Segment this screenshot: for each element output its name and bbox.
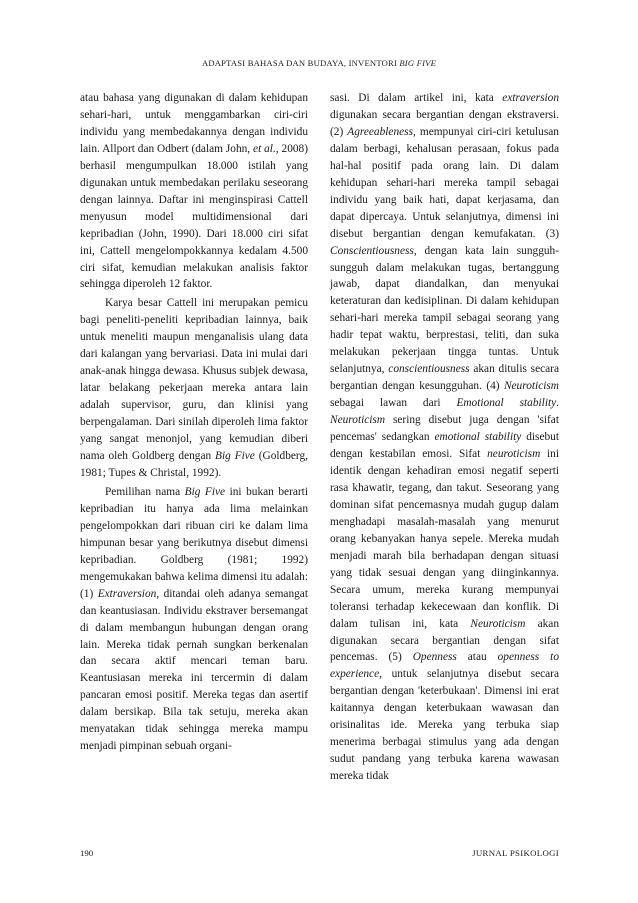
running-header <box>0 58 638 68</box>
journal-name: JURNAL PSIKOLOGI <box>472 848 559 858</box>
italic-run: emotional stability <box>434 431 522 444</box>
paragraph-1 <box>80 90 308 293</box>
text-run: akan ditulis secara bergantian dengan kesungguhan. (4) <box>330 363 559 393</box>
italic-run: Openness <box>412 651 457 664</box>
italic-run: Emotional stability <box>456 397 557 410</box>
italic-run: extraversion <box>502 92 559 104</box>
italic-run: conscientiousness <box>388 363 470 376</box>
text-run: Pemilihan nama <box>105 485 185 498</box>
text-run: untuk selanjutnya disebut secara bergantian dengan 'keterbukaan'. Dimensi ini erat kaitannya dengan keterbukaan wawasan dan orisinalitas ide. Mereka yang terbuka siap menerima berbagai stimulus yang ada dengan sudut pandang yang terbuka karena wawasan mereka tidak <box>330 668 559 783</box>
italic-run: Big Five <box>184 485 226 498</box>
running-header-italic: BIG FIVE <box>399 58 437 68</box>
italic-run: Agreeableness, <box>347 125 416 138</box>
text-run: ini identik dengan kehadiran emosi negatif seperti rasa khawatir, tegang, dan takut. Seseorang yang dominan sifat pencemasnya mudah gugup dalam menghadapi masalah-masalah yang menurut orang kebanyakan hanya sepele. Mereka mudah menjadi marah bila berhadapan dengan situasi yang tidak sesuai dengan yang diinginkannya. Secara umum, mereka kurang mempunyai toleransi terhadap kekecewaan dan konflik. Di dalam tulisan ini, kata <box>330 448 559 630</box>
right-column <box>330 90 559 785</box>
text-run: atau <box>456 651 498 664</box>
text-run: 2008) berhasil mengumpulkan 18.000 istilah yang digunakan untuk membedakan perilaku seseorang dengan lainnya. Daftar ini menginspirasi Cattell menyusun model multidimensional dari kepribadian (John, 1990). Dari 18.000 ciri sifat ini, Cattell mengelompokkannya kedalam 4.500 ciri sifat, kemudian melakukan analisis faktor sehingga diperoleh 12 faktor. <box>80 142 308 291</box>
paragraph-3 <box>80 484 308 755</box>
italic-run: Big Five <box>215 450 255 463</box>
text-run: sasi. Di dalam artikel ini, kata <box>330 92 503 104</box>
italic-run: Neuroticism <box>503 380 559 393</box>
text-run: dengan kata lain sungguh-sungguh dalam melakukan tugas, bertanggung jawab, dapat diandalkan, dan menyukai keteraturan dan kedisiplinan. Di dalam kehidupan sehari-hari mereka tampil sebagai seorang yang hadir tepat waktu, berprestasi, teliti, dan suka melakukan pekerjaan tingga tuntas. Untuk selanjutnya, <box>330 244 559 376</box>
italic-run: neuroticism <box>487 448 541 461</box>
italic-run: Neuroticism <box>330 414 386 427</box>
text-run: ditandai oleh adanya semangat dan keantusiasan. Individu ekstraver bersemangat di dalam membangun hubungan dengan orang lain. Mereka tidak pernah sungkan berkenalan dan secara aktif mencari teman baru. Keantusiasan mereka ini tercermin di dalam pancaran emosi positif. Mereka tegas dan asertif dalam bersikap. Bila tak setuju, mereka akan menyatakan tidak sehingga mereka mampu menjadi pimpinan sebuah organi- <box>80 587 308 753</box>
text-run: atau bahasa yang digunakan di dalam kehidupan sehari-hari, untuk menggambarkan ciri-ciri individu yang membedakannya dengan individu lain. Allport dan Odbert (dalam John, <box>80 92 308 155</box>
text-run: Karya besar Cattell ini merupakan pemicu bagi peneliti-peneliti kepribadian lainnya, baik untuk meneliti maupun menganalisis ulang data dari kalangan yang bervariasi. Data ini mulai dari anak-anak hingga dewasa. Khusus subjek dewasa, latar belakang pekerjaan mereka antara lain adalah supervisor, guru, dan klinisi yang berpengalaman. Dari sinilah diperoleh lima faktor yang sangat menonjol, yang kemudian diberi nama oleh Goldberg dengan <box>80 297 308 463</box>
italic-run: Neuroticism <box>470 617 526 630</box>
text-run: disebut dengan kestabilan emosi. Sifat <box>330 431 559 461</box>
italic-run: openness to experience, <box>330 651 559 681</box>
text-run: akan digunakan secara bergantian dengan sifat pencemas. (5) <box>330 617 560 664</box>
page-number: 190 <box>80 848 94 858</box>
left-column <box>80 90 308 755</box>
text-run: sebagai lawan dari <box>330 397 457 410</box>
text-run: ini bukan berarti kepribadian itu hanya ada lima melainkan pengelompokkan dari ribuan ciri ke dalam lima himpunan besar yang berikutnya disebut dimensi kepribadian. Goldberg (1981; 1992) mengemukakan bahwa kelima dimensi itu adalah: (1) <box>80 485 308 600</box>
text-run: digunakan secara bergantian dengan ekstraversi. (2) <box>330 108 559 138</box>
text-run: (Goldberg, 1981; Tupes & Christal, 1992). <box>80 450 308 479</box>
text-run: . <box>556 397 559 410</box>
paragraph-4 <box>330 90 559 785</box>
running-header-text: ADAPTASI BAHASA DAN BUDAYA, INVENTORI <box>201 58 400 68</box>
text-run: sering disebut juga dengan 'sifat pencemas' sedangkan <box>330 414 559 444</box>
italic-run: et al., <box>253 142 279 155</box>
italic-run: Extraversion, <box>97 587 160 600</box>
text-run: mempunyai ciri-ciri ketulusan dalam berbagi, kehalusan perasaan, fokus pada hal-hal positif pada orang lain. Di dalam kehidupan sehari-hari mereka tampil sebagai individu yang baik hati, dapat kerjasama, dan dapat dipercaya. Untuk selanjutnya, dimensi ini disebut bergantian dengan kemufakatan. (3) <box>330 125 559 240</box>
italic-run: Conscientiousness, <box>330 244 417 257</box>
paragraph-2 <box>80 295 308 481</box>
